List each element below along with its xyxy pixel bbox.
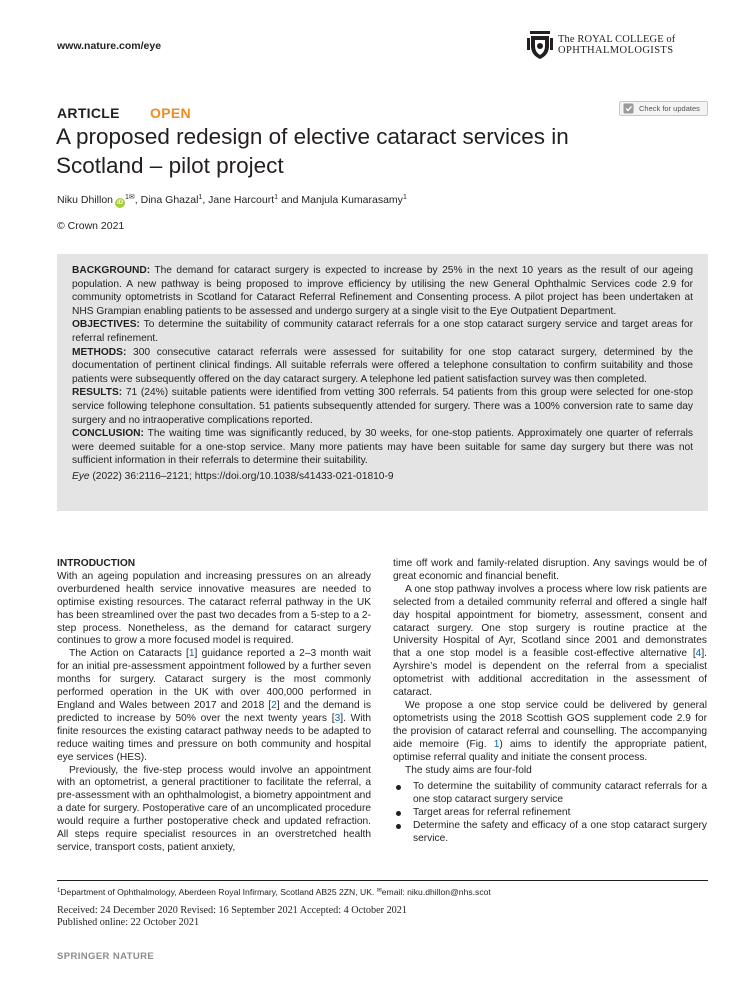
author-list: Niku Dhillon $iD^{1✉}$, Dina Ghazal$^1$, Jane Harcourt$^1$ and Manjula Kumarasamy$^1$ [57,194,407,206]
author-affiliation: 1✉ [125,194,135,201]
received-revised-accepted: Received: 24 December 2020 Revised: 16 September 2021 Accepted: 4 October 2021 [57,905,407,916]
bullet-icon [396,811,401,816]
footnote-divider [57,880,708,881]
abstract-objectives: OBJECTIVES: To determine the suitability of community cataract referrals for a one stop cataract surgery service and target areas for referral refinement. [72,319,693,344]
orcid-icon[interactable]: iD [117,200,124,206]
reference-link[interactable]: 1 [188,648,195,660]
bullet-icon [396,785,401,790]
journal-name: Eye [72,470,90,482]
abstract-heading: METHODS: [72,346,127,358]
abstract-conclusion: CONCLUSION: The waiting time was significantly reduced, by 30 weeks, for one-stop patients. Approximately one quarter of referrals were deemed suitable for a one-stop service. Many more patients may have been suitable for same day surgery but there was not sufficient information in their referrals to determine their suitability. [72,428,693,467]
author-name[interactable]: Jane Harcourt [208,194,275,206]
citation-line [72,470,693,484]
author-name[interactable]: Manjula Kumarasamy [301,194,403,206]
list-item: Target areas for referral refinement [393,807,707,820]
affiliation-footnote: $^1$Department of Ophthalmology, Aberdeen Royal Infirmary, Scotland AB25 2ZN, UK. ✉email: niku.dhillon@nhs.scot [57,887,491,897]
check-for-updates-button[interactable] [619,101,708,116]
aims-list [393,781,707,846]
email-icon: ✉ [376,888,382,894]
crest-icon [527,30,553,60]
body-column-left [57,558,371,855]
check-for-updates-label: Check for updates [639,104,700,113]
abstract-heading: CONCLUSION: [72,428,144,440]
body-paragraph: The study aims are four-fold [405,764,532,776]
publisher-name-line1: The ROYAL COLLEGE of [558,34,676,45]
abstract-methods: METHODS: 300 consecutive cataract referrals were assessed for suitability for one stop cataract surgery, determined by the documentation of pertinent clinical findings. All suitable referrals were offered a telephone consultation to confirm suitability and those patients were subsequently offered on the day cataract surgery. A telephone led patient satisfaction survey was then completed. [72,346,693,385]
article-dates [57,905,407,929]
list-item: To determine the suitability of community cataract referrals for a one stop cataract surgery service [393,781,707,807]
author-affiliation: 1 [198,194,203,201]
bullet-icon [396,824,401,829]
publisher-name-line2: OPHTHALMOLOGISTS [558,45,674,56]
author-affiliation: 1 [402,194,407,201]
article-title: A proposed redesign of elective cataract services in Scotland – pilot project [56,124,569,178]
article-type-label: ARTICLE [57,105,120,121]
body-paragraph: The Action on Cataracts [1] guidance reported a 2–3 month wait for an initial pre-assessment appointment followed by a further seven months for surgery. Cataract surgery is the most commonly performed operation in the UK with over 400,000 performed in England and Wales between 2017 and 2018 [2] and the demand is predicted to increase by 50% over the next twenty years [3]. With finite resources the existing cataract pathway needs to be adapted to reduce waiting times and pressure on both community and hospital eye services (HES). [57,648,372,763]
abstract-box [57,254,708,511]
abstract-background: BACKGROUND: The demand for cataract surgery is expected to increase by 25% in the next 10 years as the result of our ageing population. A new pathway is being proposed to improve efficiency by utilising the new General Ophthalmic Services code 2.9 for community optometrists in Scotland for Cataract Referral Refinement and Consenting process. A pilot project has been undertaken at NHS Grampian enabling patients to be assessed and undergo surgery at a single visit to the Eye Outpatient Department. [72,265,693,317]
body-paragraph: A one stop pathway involves a process where low risk patients are selected from a detailed community referral and offered a single half day hospital appointment for biometry, assessment, consent and cataract surgery. One stop surgery is routine practice at the University Hospital of Ayr, Scotland since 2001 and demonstrates that a one stop model is a feasible cost-effective alternative [4]. Ayrshire’s model is dependent on the referral from a specialist optometrist with additional accreditation in the assessment of cataract. [393,583,707,699]
author-name[interactable]: Niku Dhillon [57,194,114,206]
publisher-logo [527,30,709,62]
open-access-label: OPEN [150,105,191,121]
copyright-notice: © Crown 2021 [57,220,125,232]
list-item: Determine the safety and efficacy of a one stop cataract surgery service. [393,820,707,846]
reference-link[interactable]: 3 [334,712,341,724]
abstract-heading: BACKGROUND: [72,265,151,276]
body-paragraph: Previously, the five-step process would involve an appointment with an optometrist, a general practitioner to facilitate the referral, a pre-assessment with an ophthalmologist, a biometry appointment and a date for surgery. Postoperative care of an uncomplicated procedure would require a further postoperative check and updated refraction. All steps require specialist resources in an overstretched health service, transport costs, patient anxiety, [57,764,371,853]
reference-link[interactable]: 4 [695,648,702,660]
body-paragraph: With an ageing population and increasing pressures on an already overburdened health service innovative measures are needed to optimise existing resources. The cataract referral pathway in the UK has been streamlined over the past two decades from a 5-step to a 2-step process. Nonetheless, as the demand for cataract surgery continues to grow a more focused model is required. [57,570,371,647]
abstract-results: RESULTS: 71 (24%) suitable patients were identified from vetting 300 referrals. 54 patients from this group were selected for one-stop service following telephone consultation. 51 patients subsequently attended for surgery. There was a 100% conversion rate to same day surgery and no intraoperative complications reported. [72,387,693,426]
reference-link[interactable]: 2 [271,699,277,711]
author-affiliation: 1 [274,194,279,201]
abstract-heading: OBJECTIVES: [72,319,140,331]
body-paragraph: time off work and family-related disruption. Any savings would be of great economic and financial benefit. [393,558,707,582]
body-paragraph: We propose a one stop service could be delivered by general optometrists using the 2018 Scottish GOS supplement code 2.9 for the provision of cataract referral and counselling. The accompanying aide memoire (Fig. 1) aims to identify the appropriate patient, optimise referral quality and initiate the consent process. [393,699,707,763]
citation-doi[interactable]: (2022) 36:2116–2121; https://doi.org/10.1038/s41433-021-01810-9 [89,470,394,482]
body-column-right [393,558,707,846]
journal-url[interactable]: www.nature.com/eye [57,40,162,52]
author-name[interactable]: Dina Ghazal [140,194,199,206]
springer-nature-logo: SPRINGER NATURE [57,951,155,962]
author-email[interactable]: email: niku.dhillon@nhs.scot [381,887,491,897]
figure-link[interactable]: 1 [493,738,500,750]
section-heading-introduction: INTRODUCTION [57,558,136,569]
abstract-heading: RESULTS: [72,387,123,399]
check-updates-icon [623,103,634,114]
published-online: Published online: 22 October 2021 [57,917,200,928]
